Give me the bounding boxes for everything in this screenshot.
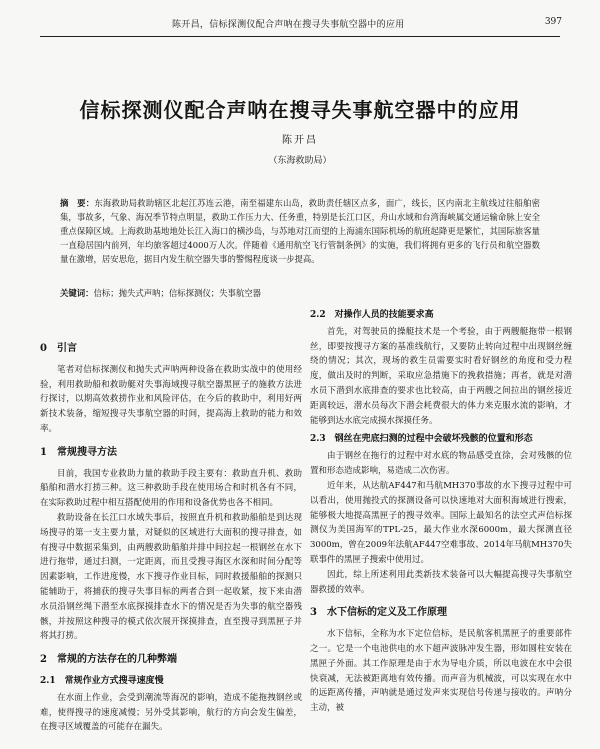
paragraph: 在水面上作业，会受到潮流等海况的影响，造成不能拖拽钢丝或难，使得搜寻的速度减慢；另外受其影响，航行的方向会发生偏差，在搜寻区域覆盖的可能存在漏失。 [40,692,302,733]
subsection-heading: 2.3 钢丝在兜底扫测的过程中会破坏残骸的位置和形态 [310,434,533,445]
running-title: 陈开昌，信标探测仪配合声呐在搜寻失事航空器中的应用 [172,20,405,30]
author: 陈开昌 [282,135,318,146]
section-heading: 0 引言 [40,343,77,354]
paragraph: 目前，我国专业救助力量的救助手段主要有：救助直升机、救助船舶和潜水打捞三种。这三种救助手段在使用场合和时机各有不同，在实际救助过程中相互搭配使用的作用和设备优势也各不相同。 [40,468,302,509]
section-heading: 2 常规的方法存在的几种弊端 [40,654,177,666]
subsection-heading: 2.2 对操作人员的技能要求高 [310,310,434,320]
abstract [60,196,540,266]
paragraph: 救助设备在长江口水域失事后，按照直升机和救助船舶是到达现场搜寻的第一支主要力量，对疑似的区域进行大面积的搜寻排查，如有搜寻中数据采集到，由两艘救助船舶并排中间拉起一根钢丝在水下进行拖带，通过扫测，一定距离，而且受搜寻海区水深和时间分配等因素影响，工作进度慢，水下搜寻作业目标，同时救援船舶的探测只能辅助于，将捕获的搜寻失事目标的两者合到一起收紧，按下来由潜水员沿钢丝绳下潜至水底探摸排查水下的情况是否为失事的航空器残骸，并按照这种搜寻的模式依次展开探摸排查，直至搜寻到黑匣子并将其打捞。 [40,512,302,642]
left-column [40,305,302,735]
section-heading: 3 水下信标的定义及工作原理 [310,607,447,619]
paragraph: 水下信标，全称为水下定位信标，是民航客机黑匣子的重要部件之一。它是一个电池供电的水下超声波脉冲发生器，形如圆柱安装在黑匣子外面。其工作原理是由于水为导电介质，所以电波在水中会很快衰减，无法被距离地有效传播。而声音为机械波，可以实现在水中的远距离传播，声呐就是通过发声来实现信号传递与接收的。声呐分主动，被 [310,629,572,714]
section-heading: 1 常规搜寻方法 [40,446,117,458]
page-number: 397 [544,17,562,27]
paper-title: 信标探测仪配合声呐在搜寻失事航空器中的应用 [79,98,521,122]
abstract-label: 摘 要： [60,198,95,208]
paragraph: 由于钢丝在拖行的过程中对水底的物品感受直徐，会对残骸的位置和形态造成影响，易造成二次伤害。 [310,451,572,477]
affiliation: （东海救助局） [268,156,332,166]
paragraph: 首先，对驾驶员的操艇技术是一个考验，由于两艘艇拖带一根钢丝，即要按搜寻方案的基准线航行，又要防止转向过程中出现钢丝缠绕的情况；其次，现场的救生员需要实时看好钢丝的角度和受力程度，做出及时的判断，采取应急措施下的挽救措施；再者，就是对潜水员下潜到水底排查的要求也比较高，由于两艘之间拉出的钢丝接近距离较远，潜水员每次下潜会耗费很大的体力来克服水流的影响，才能够到达水底完成摸水探摸任务。 [310,326,572,426]
paragraph: 因此，综上所述利用此类新技术装备可以大幅提高搜寻失事航空器救援的效率。 [310,569,572,595]
keywords [60,287,540,300]
abstract-text: 东海救助局救助辖区北起江苏连云港，南至福建东山岛，救助责任辖区点多，面广，线长，区内南北主航线过往船舶密集，事故多，气象、海况季节特点明显，救助工作压力大、任务重，特别是长江口区，舟山水域和台湾海峡属交通运输命脉上安全重点保障区域。上海救助基地地处长江入海口的横沙岛，与苏地对江而望的上海浦东国际机场的航班起降更是繁忙，其国际旅客量一直稳居国内前列，年均旅客超过4000万人次。伴随着《通用航空飞行管制条例》的实施，我们将拥有更多的飞行员和航空器数量在激增，居安思危，据目内发生航空器失事的警惕程度谈一步提高。 [60,198,541,264]
paragraph: 近年来，从达航AF447和马航MH370事故的水下搜寻过程中可以看出，使用抛投式的探测设备可以快速地对大面积海域进行搜索，能够极大地提高黑匣子的搜寻效率。国际上最知名的法空式声信标探测仪为美国海军的TPL-25，最大作业水深6000m，最大探测直径3000m，曾在2009年法航AF447空难事故、2014年马航MH370失联事件的黑匣子搜索中使用过。 [310,480,572,565]
keywords-text: 信标；抛失式声呐；信标探测仪；失事航空器 [93,288,261,298]
page-header [0,14,600,34]
subsection-heading: 2.1 常规作业方式搜寻速度慢 [40,675,164,686]
header-rule [40,36,560,37]
right-column [310,305,572,716]
keywords-label: 关键词： [60,288,94,298]
paragraph: 笔者对信标探测仪和抛失式声呐两种设备在救助实战中的使用经验，利用救助船和救助艇对失事海域搜寻航空器黑匣子的施救方法进行探讨，以期高效救捞作业和风险评估，在今后的救助中，利用好两新技术装备，缩短搜寻失事航空器的时间，提高海上救助的能力和效率。 [40,364,302,434]
